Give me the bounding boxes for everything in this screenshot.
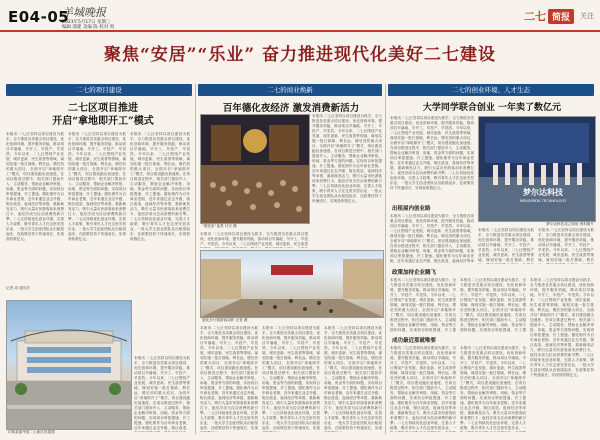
article-body: 本报讯 二七区坚持以项目建设为抓手，全力推进各类重点项目建设，优化营商环境，提升服务效能，推动项目早落地、早开工、早投产、早见效。今年以来，二七区围绕产业发展、城市更新、民生改善等领域，谋划实施一批打基础、利长 bbox=[478, 228, 534, 262]
article-body: 本报讯 二七区坚持以项目建设为抓手，全力推进各类重点项目建设，优化营商环境，提升服务效能，推动项目早落地、早开工、早投产、早见效。今年以来，二七区围绕产业发展、城市更新、民生改善 bbox=[200, 232, 308, 246]
page-header bbox=[0, 0, 600, 34]
header-rule bbox=[0, 30, 600, 32]
section-tag: 关注 bbox=[580, 12, 594, 20]
crowd-illustration bbox=[201, 115, 309, 223]
article-body: 本报讯 二七区坚持以项目建设为抓手，全力推进各类重点项目建设，优化营商环境，提升服务效能，推动项目早落地、早开工、早投产、早见效。今年以来，二七区围绕产业发展、城市更新、民生改善等领域，谋划实施一批打基础、利长远、增后劲的重大项目，全面开启“拿地即开工”模式，项目建设跑出加速度。在项目推进过程中，相关部门提前介入、主动服务，帮助企业解决审批、用地、资金等方面的问题，实现项目审批提速、开工提速。德化街作为百年商业老街，近年来通过业态升级、街区改造、夜间经济等举措，重新焕发活力，吸引大量市民游客前来消费打卡，夜经济成为拉动消费的新引擎。二七区持续优化创业环境，完善人才政策，吸引青年人才在这里安居乐业，一批大学生创业团队从出租屋起步，在政策扶持下快速成长，实现 bbox=[262, 326, 320, 430]
photo-caption: 德化步行街游客如织 记者 摄 bbox=[202, 318, 248, 322]
photo-caption: 印象富丽华府二七新区效果图 bbox=[8, 430, 55, 434]
article-body: 本报讯 二七区坚持以项目建设为抓手，全力推进各类重点项目建设，优化营商环境，提升服务效能，推动项目早落地、早开工、早投产、早见效。今年以来，二七区围绕产业发展、城市更新、民生改善等领域，谋划实施一批打基础、利长远、增后劲的重大项目，全面开启“拿地即开工”模式，项目建设跑出加速度。在项目推进过程中，相关部门提前介入、主动服务，帮助企业解决审批、用地、资金等方面的问题，实现项目审批提速、开工提速。德化街作为百年商业老街，近年来通过业态升级、街区改造、夜间经济等举措，重新焕发活力，吸引大量市民游客前来消费打卡，夜经济成为拉动消费的新引擎。二七区持续优化创业环境，完善人才政策，吸引青年人才在这里安居乐业，一批大学生创业团队从出租屋起步，在政策扶持下快速成长，实现营收数亿元。 bbox=[68, 132, 126, 241]
article-body: 本报讯 二七区坚持以项目建设为抓手，全力推进各类重点项目建设，优化营商环境，提升服务效能，推动项目早落地、早开工、早投产、早见效。今年以来，二七区围绕产业发展、城市更新、民生改善等领域，谋划实施一批打基础、利长远、增后劲的重大项目，全面开启“拿地即开工”模式，项目建设跑出加速度。在项目推进过程中，相关部门提前介入、主动服务，帮助企业解决审批、用地、资金等方面的问题，实现项目审批提速、开工提速。德化街作为百年商业老街，近年来通过业态升级、街区改造、夜间经济等举措，重新焕发活力，吸引大量市民游客前来消费打卡，夜经济成为拉动消费的新引擎。二七区持续优化创业环境，完善人才政策，吸引青年人才在这里安居乐业，一 bbox=[390, 346, 456, 430]
street-photo bbox=[200, 250, 384, 318]
column-header-commerce: 二七的商业焕新 bbox=[198, 84, 382, 96]
article-headline-projects bbox=[18, 102, 188, 128]
section-name: 二七 bbox=[523, 10, 546, 23]
subhead: 出租屋内创业路 bbox=[392, 206, 431, 212]
article-body: 本报讯 二七区坚持以项目建设为抓手，全力推进各类重点项目建设，优化营商环境，提升服务效能，推动项目早落地、早开工、早投产、早见效。今年以来，二七区围绕产业发展、城市更新、民生改善等领域，谋划实施一批打基础、利长 bbox=[538, 228, 594, 262]
section-box: 简报 bbox=[548, 9, 574, 24]
night-market-photo bbox=[200, 114, 310, 224]
column-divider bbox=[195, 84, 196, 434]
article-body: 本报讯 二七区坚持以项目建设为抓手，全力推进各类重点项目建设，优化营商环境，提升服务效能，推动项目早落地、早开工、早投产、早见效。今年以来，二七区围绕产业发展、城市更新、民生改善等领域，谋划实施一批打基础、利长远、增后劲的重大项目，全面开启“拿地即开工”模式，项目建设跑出加速度。在项目推进过程中，相关部门提前介入、主动服务，帮助企业解决审批、用地、资金等方面的问题，实现项目审批提速、开工提速。德化街作为百年商业老街，近年来通过业态升级、街区改造、 bbox=[134, 356, 190, 430]
article-body: 本报讯 二七区坚持以项目建设为抓手，全力推进各类重点项目建设，优化营商环境，提升服务效能，推动项目早落地、早开工、早投产、早见效。今年以来，二七区围绕产业发展、城市更新、民生改善等领域，谋划实施一批打基础、利长远、增后劲的重大项目，全面开启“拿地即开工”模式，项目建设跑出加速度。在项目推进过程中，相关部门提前介入、主动服务，帮助企业解决审批、用地、资金等方面的问题，实现项目审批提速、开工提速。德化街作为百年商业老街，近年来通过业态升级、街区改造、夜间经济等举措，重新焕发活力，吸引大量市民游客前来消费打卡，夜经济成为拉动消费的新引擎。二七区持续优化创业环境，完善人才政策，吸引青年人才在这里安居乐业，一批大学生创业团队从出租屋起步，在政策扶持下快速成长，实现营收数亿元。 bbox=[6, 132, 64, 241]
column-divider bbox=[385, 84, 386, 434]
building-illustration bbox=[7, 301, 131, 429]
company-brand-text: 梦尔达科技 bbox=[523, 188, 563, 197]
article-headline-commerce: 百年德化夜经济 激发消费新活力 bbox=[222, 103, 360, 114]
company-brand-en: MENGERDA TECHNOLOGY bbox=[519, 199, 567, 203]
photo-caption: 梦尔达科技成立现场 资料图片 bbox=[546, 222, 594, 226]
section-badge bbox=[524, 8, 594, 24]
article-body: 本报讯 二七区坚持以项目建设为抓手，全力推进各类重点项目建设，优化营商环境，提升服务效能，推动项目早落地、早开工、早投产、早见效。今年以来，二七区围绕产业发展、城市更新、民生改善等领域，谋划实施一批打基础、利长远、增后劲的重大项目，全面开启“拿地即开工”模式，项目建设跑出加速度。在项目推进过程中，相关部门提前介入、主动服务，帮助企业解决审批、用地、资金等方面的问题，实现项目审批提速、开工提 bbox=[390, 278, 456, 332]
column-header-talent: 二七的创业环境、人才生态 bbox=[388, 84, 594, 96]
subhead: 成功最近那就唯要 bbox=[392, 338, 437, 344]
article-body: 本报讯 二七区坚持以项目建设为抓手，全力推进各类重点项目建设，优化营商环境，提升服务效能，推动项目早落地、早开工、早投产、早见效。今年以来，二七区围绕产业发展、城市更新、民生改善等领域，谋划实施一批打基础、利长远、增后劲的重大项目，全面开启“拿地即开工”模式，项目建设跑出加速度。在项目推进过程中，相关部门提前介入、主动服务，帮助企业解决审批、用地、资金等方面的问题，实现项目审批提速、开工提速。德化街作为百年商业老街，近年来通过业态升级、街区改造、夜间经济等举措，重新焕发活力，吸引大量市民游客前来消费打卡，夜经济成为拉动消费的新引擎。二七区持续优化创业环境，完善人才政策，吸引青年人才在这里安居乐业，一批大学生创业团队从出租屋起步，在政策扶持下快速成长，实现 bbox=[324, 326, 382, 430]
article-body: 本报讯 二七区坚持以项目建设为抓手，全力推进各类重点项目建设，优化营商环境，提升服务效能，推动项目早落地、早开工、早投产、早见效。今年以来，二七区围绕产业发展、城市更新、民生改善等领域，谋划实施一批打基础、利长远、增后劲的重大项目，全面开启“拿地即开工”模式，项目建设跑出加速度。在项目推进过程中，相关部门提前介入、主动服务，帮助企业解决审批、用地、资金等方面的问题，实现项目审批提速、开工提速。德化街作为百年商业老街，近年来通过业态升级、街区改造、夜间经济等举措，重新焕发活力，吸引大量市民游客前来消费打卡，夜经济成为拉动消费的新引擎。二七区持续优化创业环境，完善人才政策，吸引青年人才在这里安居乐业，一 bbox=[460, 346, 526, 430]
masthead bbox=[62, 4, 172, 28]
article-body: 本报讯 二七区坚持以项目建设为抓手，全力推进各类重点项目建设，优化营商环境，提升服务效能，推动项目早落地、早开工、早投产、早见效。今年以来，二七区围绕产业发展、城市更新、民生改善等领域，谋划实施一批打基础、利长远、增后劲的重大项目，全面开启“拿地即开工”模式，项目建设跑出加速度。在项目推进过程中，相关部门提前介入、主动服务，帮助企业解决审批、用地、资金等方面的问题，实现项目审批提速、开工提速。德化街作为百年商业老街，近年来通过业态升级、街区改造、夜间经济等举措，重新焕发活力，吸引大量市民游客前来消费打卡，夜经济成为拉动消费的新引擎。二七区持续优化创业环境，完善人才政策，吸引青年人才在这里安居乐业，一批大学生创业团队从出租屋起步，在政策扶持下快速成长，实现 bbox=[200, 326, 258, 430]
page-number: E04-05 bbox=[8, 8, 70, 26]
masthead-editors: 编辑 邵建 美编 陈 校对 周 bbox=[62, 25, 115, 30]
article-body: 本报讯 二七区坚持以项目建设为抓手，全力推进各类重点项目建设，优化营商环境，提升服务效能，推动项目早落地、早开工、早投产、早见效。今年以来，二七区围绕产业发展、城市更新、民生改善等领域，谋划实施一批打基础、利长远、增后劲的重大项目，全面开启“拿地即开工”模式，项目建设跑出加速度。在项目推进过程中，相关部门提前介入、主动服务，帮助企业解决审批、用地、资金等方面的问题，实现项目审批提速、开工提速。德化街作为百年商业老街，近年来通过业态升级、街区改造、夜间经济等举措，重新焕发活力，吸引大量市民游客前来消费打卡，夜经济成为拉动消费的新引擎。二七区持续优化创业环境，完善人才政策，吸引青年人才在这里安居乐业，一批大学生创业团队从出租屋起步，在政策扶持下快速成长，实现营收数亿元。 bbox=[130, 132, 190, 241]
headline-line-1: 二七区项目推进 bbox=[68, 103, 138, 114]
headline-line-2: 开启“拿地即开工”模式 bbox=[52, 116, 154, 127]
article-body: 本报讯 二七区坚持以项目建设为抓手，全力推进各类重点项目建设，优化营商环境，提升服务效能，推动项目早落地、早开工、早投产、早见效。今年以来，二七区围绕产业发展、城市更新、民生改善等领域，谋划实施一批打基础、利长远、增后劲的重大项目，全面开启“拿地即开工”模式，项目建设跑出加速度。在项目推进过程中，相关部门提前介入、主动服务，帮助企业解决审批、用地、资金等方面的问题，实现项目审批提速、开工提速。德化街作为百年商业老街，近年来通过业态升级、街区改造、夜间经济等举措，重新焕发活力，吸引大量市民游客前来消费打卡，夜经济成为拉动消费的新引擎。二七区持续优化创业环境，完善人才政策，吸引青年人才在这里安居乐业，一批大学生创业团队从出租屋起步，在政策扶持下快速成长，实现营收数亿元。 bbox=[530, 278, 594, 377]
article-body: 本报讯 二七区坚持以项目建设为抓手，全力推进各类重点项目建设，优化营商环境，提升服务效能，推动项目早落地、早开工、早投产、早见效。今年以来，二七区围绕产业发展、城市更新、民生改善等领域，谋划实施一批打基础、利长远、增后劲的重大项目，全面开启“拿地即开工”模式，项目建设跑出加速度。在项目推进过程中，相关部门提前介入、主动服务，帮助企业解决审批、用地、资金等方面的问题，实现项目审批提速、开工提速。德化街作为百年商业老街，近年来通过业态升级、街区改造、夜间经济等举 bbox=[390, 214, 474, 263]
article-byline: 记者 周 通讯员 bbox=[6, 286, 30, 290]
masthead-logo: 羊城晚报 bbox=[62, 6, 106, 19]
article-body: 本报讯 二七区坚持以项目建设为抓手，全力推进各类重点项目建设，优化营商环境，提升服务效能，推动项目早落地、早开工、早投产、早见效。今年以来，二七区围绕产业发展、城市更新、民生改善等领域，谋划实施一批打基础、利长远、增后劲的重大项目，全面开启“拿地即开工”模式，项目建设跑出加速度。在项目推进过程中，相关部门提前介入、主动服务，帮助企业解决审批、用地、资金等方面的问题，实现项目审批提速、开工提速。德化街作为百年商业老街，近年来通过业态升级、街区改造、夜间经济等举措，重新焕发活力，吸引大量市民游客前来消费打卡，夜经济成为拉动消费的新引擎。二七区持续优化创业环境，完善人才政策，吸引青年人才在这里安居乐业，一批大学生创业团队从出租屋起步，在政策扶持下快速成长，实现营收数亿元。 bbox=[390, 116, 474, 190]
stage-illustration bbox=[479, 117, 595, 221]
masthead-date: 2023年5月17日 星期三 bbox=[62, 20, 111, 25]
article-body: 本报讯 二七区坚持以项目建设为抓手，全力推进各类重点项目建设，优化营商环境，提升服务效能，推动项目早落地、早开工、早投产、早见效。今年以来，二七区围绕产业发展、城市更新、民生改善等领域，谋划实施一批打基础、利长远、增后劲的重大项目，全面开启“拿地即开工”模式，项目建设跑出加速度。在项目推进过程中，相关部门提前介入、主动服务，帮助企业解决审批、用地、资金等方面的问题，实现项目审批提速、开工提 bbox=[460, 278, 526, 332]
column-header-projects: 二七的项目建设 bbox=[6, 84, 192, 96]
article-body: 本报讯 二七区坚持以项目建设为抓手，全力推进各类重点项目建设，优化营商环境，提升服务效能，推动项目早落地、早开工、早投产、早见效。今年以来，二七区围绕产业发展、城市更新、民生改善等领域，谋划实施一批打基础、利长远、增后劲的重大项目，全面开启“拿地即开工”模式，项目建设跑出加速度。在项目推进过程中，相关部门提前介入、主动服务，帮助企业解决审批、用地、资金等方面的问题，实现项目审批提速、开工提速。德化街作为百年商业老街，近年来通过业态升级、街区改造、夜间经济等举措，重新焕发活力，吸引大量市民游客前来消费打卡，夜经济成为拉动消费的新引擎。二七区持续优化创业环境，完善人才政策，吸引青年人才在这里安居乐业，一批大学生创业团队从出租屋起步，在政策扶持下快速成长，实现营收数亿元。 bbox=[312, 114, 382, 203]
article-headline-talent: 大学同学联合创业 一年卖了数亿元 bbox=[422, 103, 562, 113]
company-launch-photo bbox=[478, 116, 596, 222]
page-title: 聚焦“安居”“乐业” 奋力推进现代化美好二七建设 bbox=[103, 45, 497, 65]
street-illustration bbox=[201, 251, 383, 317]
project-rendering-photo bbox=[6, 300, 132, 430]
subhead: 政策加持企业腾飞 bbox=[392, 270, 437, 276]
photo-caption: “德化里”夜景 付守 摄 bbox=[202, 224, 237, 228]
